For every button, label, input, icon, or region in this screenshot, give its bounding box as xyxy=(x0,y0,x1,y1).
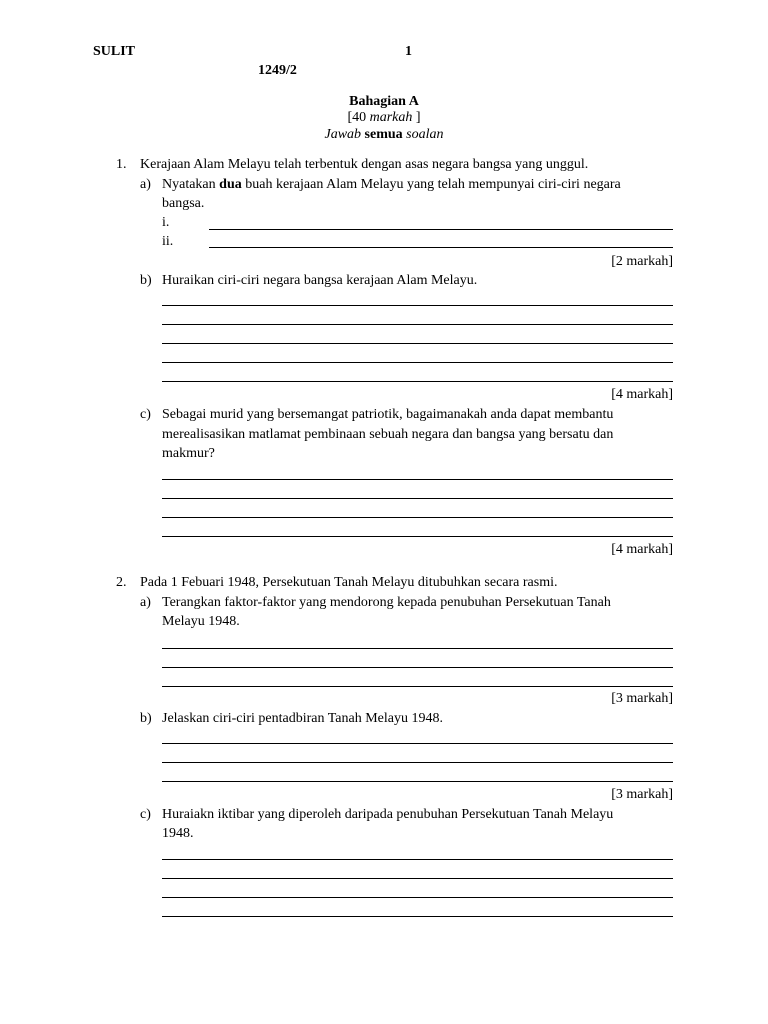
section-title: Bahagian A xyxy=(349,94,419,109)
q2c-answer-line[interactable] xyxy=(162,916,673,917)
q1c-answer-line[interactable] xyxy=(162,498,673,499)
q2a-answer-line[interactable] xyxy=(162,648,673,649)
q1b-answer-line[interactable] xyxy=(162,305,673,306)
q1c-answer-line[interactable] xyxy=(162,479,673,480)
q2c-label: c) xyxy=(140,807,151,822)
q1c-text-line1: Sebagai murid yang bersemangat patriotik, bagaimanakah anda dapat membantu xyxy=(162,407,614,422)
q2b-answer-line[interactable] xyxy=(162,743,673,744)
q1a-answer-line-i[interactable] xyxy=(209,229,673,230)
q2c-answer-line[interactable] xyxy=(162,897,673,898)
q2a-text-line1: Terangkan faktor-faktor yang mendorong kepada penubuhan Persekutuan Tanah xyxy=(162,595,611,610)
q1a-item-ii: ii. xyxy=(162,234,174,249)
q1a-text xyxy=(162,176,621,194)
q1b-marks: [4 markah] xyxy=(611,387,673,402)
q1a-answer-line-ii[interactable] xyxy=(209,247,673,248)
q1-number: 1. xyxy=(116,157,127,172)
q1b-answer-line[interactable] xyxy=(162,343,673,344)
q1a-text-bold: dua xyxy=(219,177,242,192)
q2b-answer-line[interactable] xyxy=(162,781,673,782)
q1b-text: Huraikan ciri-ciri negara bangsa kerajaan Alam Melayu. xyxy=(162,273,478,288)
q1c-text-line2: merealisasikan matlamat pembinaan sebuah negara dan bangsa yang bersatu dan xyxy=(162,427,614,442)
q1b-answer-line[interactable] xyxy=(162,324,673,325)
q1-text: Kerajaan Alam Melayu telah terbentuk dengan asas negara bangsa yang unggul. xyxy=(140,157,589,172)
section-instruction xyxy=(284,126,484,144)
q2c-text-line1: Huraiakn iktibar yang diperoleh daripada penubuhan Persekutuan Tanah Melayu xyxy=(162,807,614,822)
q2a-text-line2: Melayu 1948. xyxy=(162,614,240,629)
q1b-label: b) xyxy=(140,273,152,288)
q1a-text-before: Nyatakan xyxy=(162,177,220,192)
header-sulit: SULIT xyxy=(93,44,136,59)
q1c-text-line3: makmur? xyxy=(162,446,215,461)
q2-number: 2. xyxy=(116,575,127,590)
q2c-text-line2: 1948. xyxy=(162,826,194,841)
q2a-label: a) xyxy=(140,595,151,610)
q2a-marks: [3 markah] xyxy=(611,691,673,706)
q2b-marks: [3 markah] xyxy=(611,787,673,802)
q1b-answer-line[interactable] xyxy=(162,362,673,363)
header-page-number: 1 xyxy=(405,44,412,59)
q1a-text-line2: bangsa. xyxy=(162,196,205,211)
instruction-jawab: Jawab xyxy=(324,127,362,142)
q2a-answer-line[interactable] xyxy=(162,686,673,687)
q1a-marks: [2 markah] xyxy=(611,254,673,269)
section-marks xyxy=(284,109,484,127)
q2b-text: Jelaskan ciri-ciri pentadbiran Tanah Melayu 1948. xyxy=(162,711,443,726)
q1a-label: a) xyxy=(140,177,151,192)
instruction-soalan: soalan xyxy=(406,127,444,142)
instruction-semua: semua xyxy=(364,127,403,142)
q1c-marks: [4 markah] xyxy=(611,542,673,557)
q2-text: Pada 1 Febuari 1948, Persekutuan Tanah Melayu ditubuhkan secara rasmi. xyxy=(140,575,558,590)
q1c-answer-line[interactable] xyxy=(162,536,673,537)
q1a-item-i: i. xyxy=(162,215,170,230)
q2a-answer-line[interactable] xyxy=(162,667,673,668)
q1b-answer-line[interactable] xyxy=(162,381,673,382)
q1c-label: c) xyxy=(140,407,151,422)
header-paper-code: 1249/2 xyxy=(258,63,297,78)
q2b-answer-line[interactable] xyxy=(162,762,673,763)
q2c-answer-line[interactable] xyxy=(162,878,673,879)
section-marks-close: ] xyxy=(412,110,421,125)
section-marks-open: [40 xyxy=(347,110,370,125)
section-marks-word: markah xyxy=(369,110,413,125)
q1c-answer-line[interactable] xyxy=(162,517,673,518)
q2b-label: b) xyxy=(140,711,152,726)
q1a-text-after: buah kerajaan Alam Melayu yang telah mempunyai ciri-ciri negara xyxy=(241,177,621,192)
q2c-answer-line[interactable] xyxy=(162,859,673,860)
